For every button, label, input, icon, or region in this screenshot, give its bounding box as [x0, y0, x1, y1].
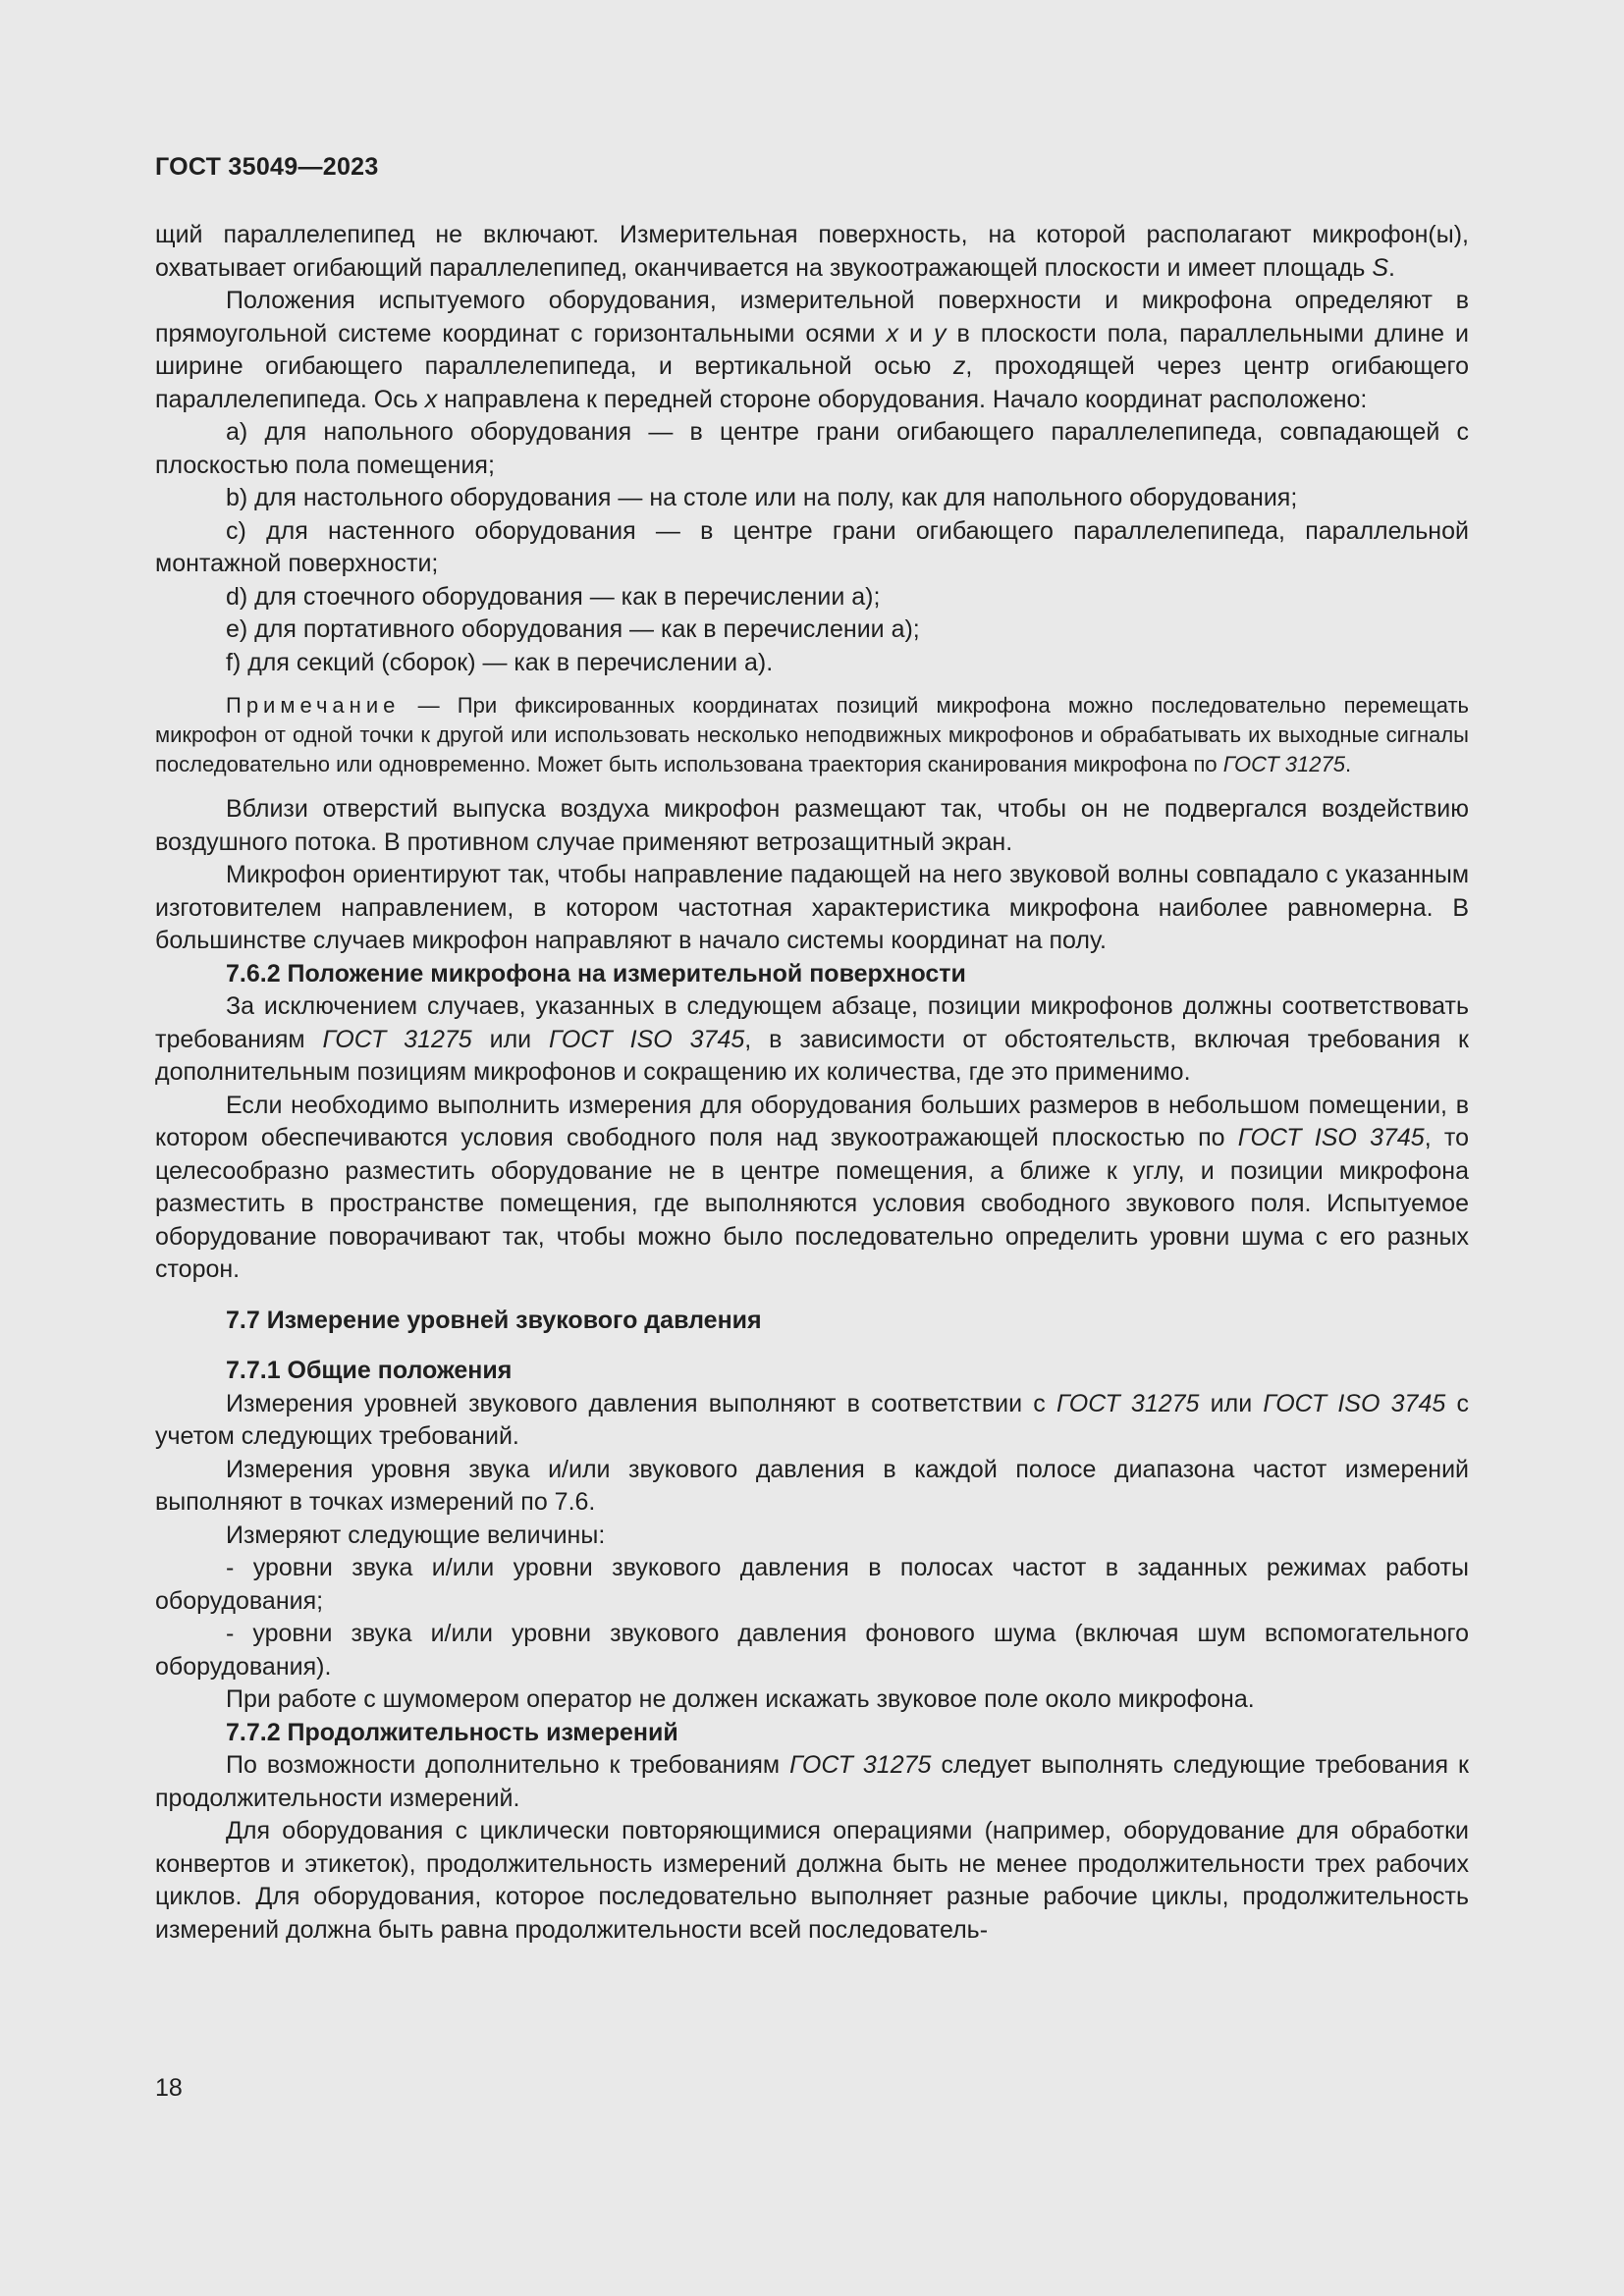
paragraph: Для оборудования с циклически повторяющимися операциями (например, оборудование для обработки конвертов и этикеток), продолжительность измерений должна быть не менее продолжительности трех рабочих циклов. Для оборудования, которое последовательно выполняет разные рабочие циклы, продолжительность измерений должна быть равна продолжительности всей последователь-: [155, 1817, 1469, 1944]
paragraph: Положения испытуемого оборудования, измерительной поверхности и микрофона определяют в прямоугольной системе координат с горизонтальными осями x и y в плоскости пола, параллельными длине и ширине огибающего параллелепипеда, и вертикальной осью z, проходящей через центр огибающего параллелепипеда. Ось x направлена к передней стороне оборудования. Начало координат расположено:: [155, 287, 1470, 413]
paragraph: За исключением случаев, указанных в следующем абзаце, позиции микрофонов должны соответствовать требованиям ГОСТ 31275 или ГОСТ ISO 3745, в зависимости от обстоятельств, включая требования к дополнительным позициям микрофонов и сокращению их количества, где это применимо.: [155, 992, 1469, 1086]
list-item: e) для портативного оборудования — как в перечислении a);: [226, 615, 920, 643]
paragraph: - уровни звука и/или уровни звукового давления фонового шума (включая шум вспомогательного оборудования).: [155, 1620, 1469, 1681]
note: Примечание — При фиксированных координатах позиций микрофона можно последовательно перемещать микрофон от одной точки к другой или использовать несколько неподвижных микрофонов и обрабатывать их выходные сигналы последовательно или одновременно. Может быть использована траектория сканирования микрофона по ГОСТ 31275.: [155, 693, 1469, 776]
paragraph: Вблизи отверстий выпуска воздуха микрофон размещают так, чтобы он не подвергался воздействию воздушного потока. В противном случае применяют ветрозащитный экран.: [155, 795, 1469, 856]
paragraph: - уровни звука и/или уровни звукового давления в полосах частот в заданных режимах работы оборудования;: [155, 1554, 1469, 1615]
paragraph: При работе с шумомером оператор не должен искажать звуковое поле около микрофона.: [226, 1685, 1255, 1713]
paragraph: По возможности дополнительно к требованиям ГОСТ 31275 следует выполнять следующие требования к продолжительности измерений.: [155, 1751, 1469, 1812]
paragraph: щий параллелепипед не включают. Измерительная поверхность, на которой располагают микрофон(ы), охватывает огибающий параллелепипед, оканчивается на звукоотражающей плоскости и имеет площадь S.: [155, 221, 1469, 282]
section-heading: 7.7.1 Общие положения: [226, 1357, 513, 1384]
note-label: Примечание: [226, 693, 401, 718]
list-item: d) для стоечного оборудования — как в перечислении a);: [226, 582, 881, 611]
paragraph: Измерения уровней звукового давления выполняют в соответствии с ГОСТ 31275 или ГОСТ ISO 3745 с учетом следующих требований.: [155, 1389, 1469, 1450]
page-number: 18: [155, 2074, 183, 2102]
paragraph: Если необходимо выполнить измерения для оборудования больших размеров в небольшом помещении, в котором обеспечиваются условия свободного поля над звукоотражающей плоскостью по ГОСТ ISO 3745, то целесообразно разместить оборудование не в центре помещения, а ближе к углу, и позиции микрофона разместить в пространстве помещения, где выполняются условия свободного звукового поля. Испытуемое оборудование поворачивают так, чтобы можно было последовательно определить уровни шума с его разных сторон.: [155, 1091, 1469, 1283]
section-heading: 7.7 Измерение уровней звукового давления: [226, 1306, 762, 1334]
list-item: b) для настольного оборудования — на столе или на полу, как для напольного оборудования;: [226, 484, 1298, 511]
list-item: c) для настенного оборудования — в центре грани огибающего параллелепипеда, параллельной монтажной поверхности;: [155, 516, 1469, 577]
section-heading: 7.7.2 Продолжительность измерений: [226, 1718, 678, 1746]
list-item: f) для секций (сборок) — как в перечислении a).: [226, 648, 774, 676]
paragraph: Измерения уровня звука и/или звукового давления в каждой полосе диапазона частот измерений выполняют в точках измерений по 7.6.: [155, 1455, 1469, 1516]
paragraph: Измеряют следующие величины:: [226, 1521, 606, 1549]
document-body: [155, 219, 1469, 1947]
section-heading: 7.6.2 Положение микрофона на измерительной поверхности: [226, 959, 966, 988]
paragraph: Микрофон ориентируют так, чтобы направление падающей на него звуковой волны совпадало с указанным изготовителем направлением, в котором частотная характеристика микрофона наиболее равномерна. В большинстве случаев микрофон направляют в начало системы координат на полу.: [155, 861, 1469, 954]
document-header: ГОСТ 35049—2023: [155, 153, 379, 181]
list-item: a) для напольного оборудования — в центре грани огибающего параллелепипеда, совпадающей с плоскостью пола помещения;: [155, 418, 1469, 479]
